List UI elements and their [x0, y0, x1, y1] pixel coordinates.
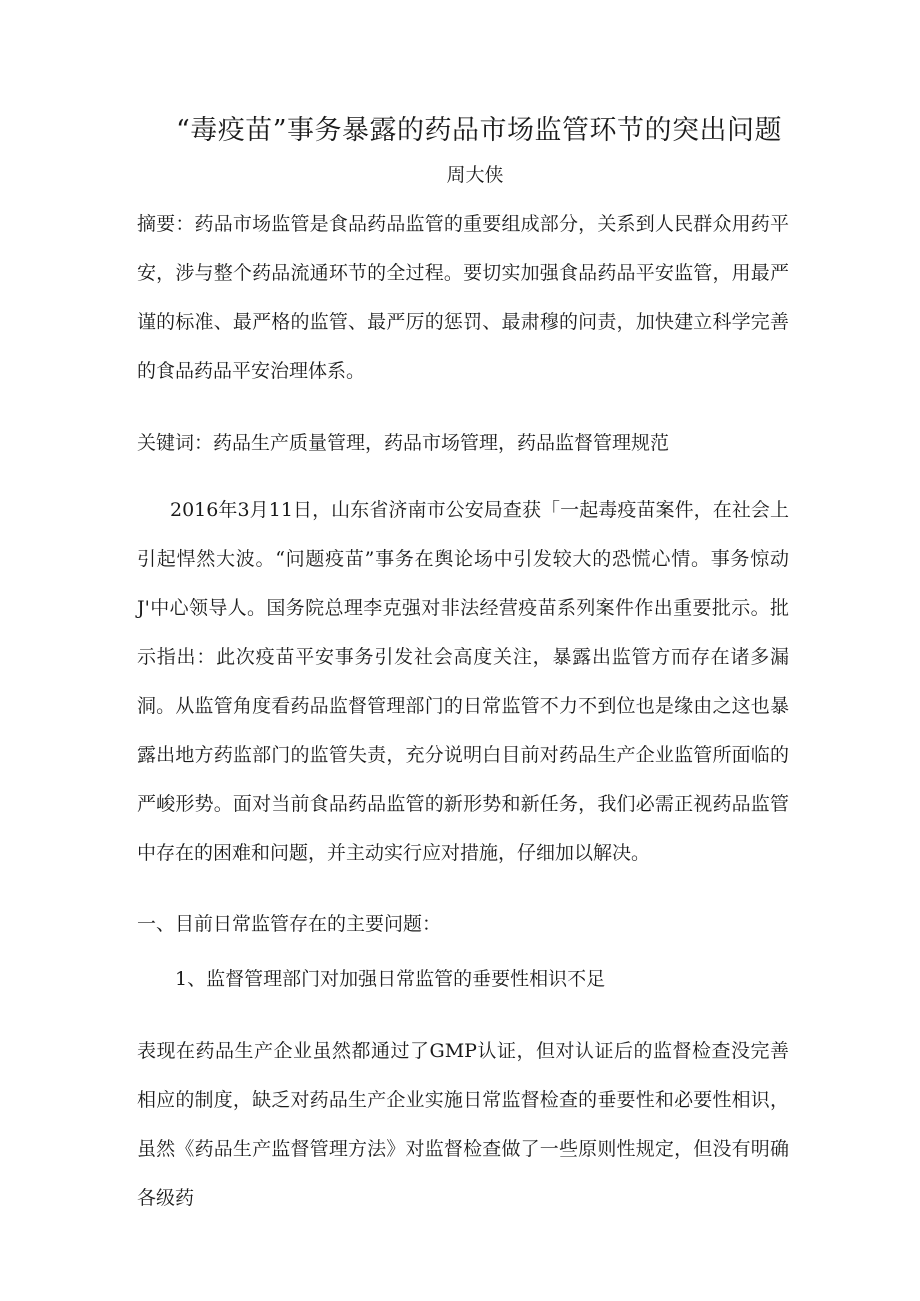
body-paragraph-1: 2016年3月11日，山东省济南市公安局查获「一起毒疫苗案件，在社会上引起悍然大波。“问题疫苗”事务在舆论场中引发较大的恐慌心情。事务惊动J'中心领导人。国务院总理李克强对非法经营疫苗系列案件作出重要批示。批示指出：此次疫苗平安事务引发社会高度关注，暴露出监管方而存在诸多漏洞。从监管角度看药品监督管理部门的日常监管不力不到位也是缘由之这也暴露出地方药监部门的监管失责，充分说明白目前对药品生产企业监管所面临的严峻形势。面对当前食品药品监管的新形势和新任务，我们必需正视药品监管中存在的困难和问题，并主动实行应对措施，仔细加以解决。 — [137, 499, 789, 864]
keywords-line: 关键词：药品生产质量管理，药品市场管理，药品监督管理规范 — [137, 432, 670, 454]
document-title: “毒疫苗”事务暴露的药品市场监管环节的突出问题 — [175, 115, 783, 146]
subsection-heading-1: 1、监督管理部门对加强日常监管的垂要性相识不足 — [175, 968, 606, 990]
abstract-paragraph: 摘要：药品市场监管是食品药品监管的重要组成部分，关系到人民群众用药平安，涉与整个药品流通环节的全过程。要切实加强食品药品平安监管，用最严谨的标准、最严格的监管、最严厉的惩罚、最肃穆的问责，加快建立科学完善的食品药品平安治理体系。 — [137, 213, 789, 382]
document-author: 周大侠 — [446, 164, 504, 186]
body-paragraph-2: 表现在药品生产企业虽然都通过了GMP认证，但对认证后的监督检查没完善相应的制度，缺乏对药品生产企业实施日常监督检查的垂要性和必要性相识，虽然《药品生产监督管理方法》对监督检查做了一些原则性规定，但没有明确各级药 — [137, 1040, 789, 1209]
section-heading-1: 一、目前日常监管存在的主要问题： — [137, 913, 442, 935]
